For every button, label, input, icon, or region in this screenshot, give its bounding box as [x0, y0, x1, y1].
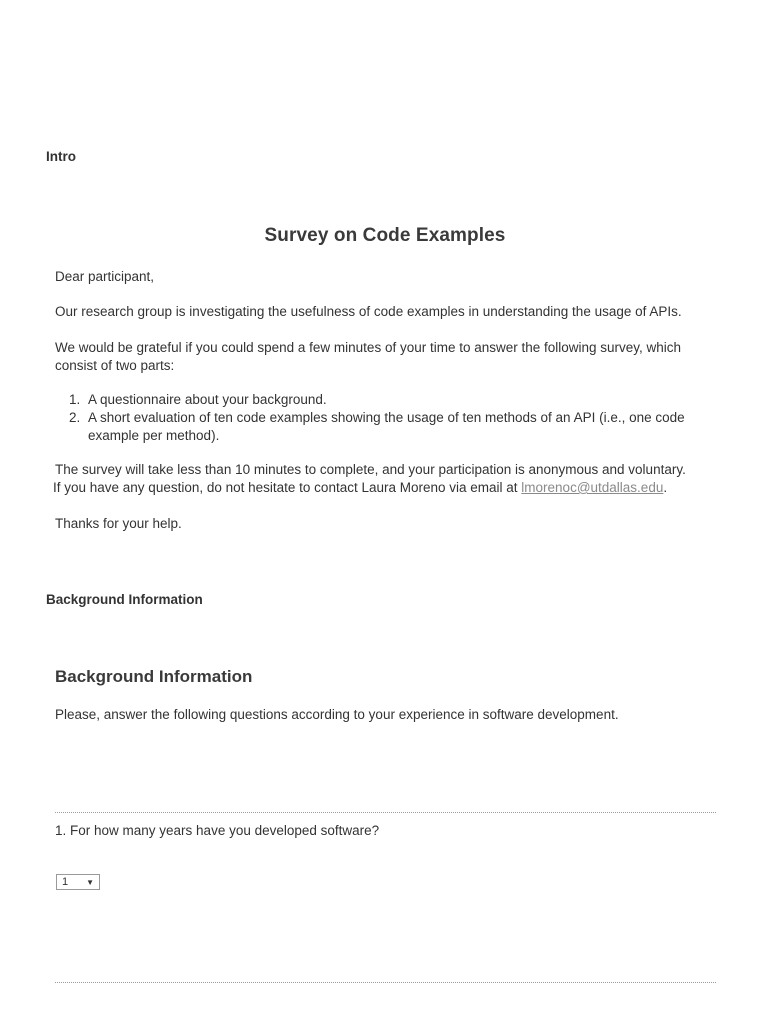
intro-paragraph-research: Our research group is investigating the usefulness of code examples in understanding the usage of APIs.: [55, 304, 682, 319]
background-heading: Background Information: [55, 667, 253, 686]
list-item-number: 2.: [69, 410, 81, 425]
chevron-down-icon: ▼: [86, 878, 94, 887]
question-divider-top: [55, 812, 716, 813]
list-item: [55, 391, 720, 409]
email-link[interactable]: lmorenoc@utdallas.edu: [521, 480, 664, 495]
contact-suffix: .: [663, 480, 668, 495]
intro-paragraph-request: We would be grateful if you could spend a few minutes of your time to answer the following survey, which consist of two parts:: [55, 340, 682, 373]
list-item-number: 1.: [69, 392, 81, 407]
duration-text: The survey will take less than 10 minutes to complete, and your participation is anonymous and voluntary.: [55, 462, 686, 477]
years-select-value: 1: [62, 876, 69, 888]
intro-paragraph-duration: [55, 461, 735, 497]
contact-line: [53, 479, 735, 497]
question-divider-bottom: [55, 982, 716, 983]
question-1-label: 1. For how many years have you developed software?: [55, 823, 380, 838]
contact-text: If you have any question, do not hesitate to contact Laura Moreno via email at: [53, 480, 522, 495]
list-item: [55, 409, 720, 445]
list-item-text: A short evaluation of ten code examples showing the usage of ten methods of an API (i.e., one code example per method).: [88, 410, 685, 443]
survey-title: Survey on Code Examples: [264, 225, 506, 246]
years-select[interactable]: [56, 874, 100, 890]
section-label-background: Background Information: [46, 592, 203, 607]
greeting-text: Dear participant,: [55, 269, 155, 284]
thanks-text: Thanks for your help.: [55, 516, 182, 531]
survey-parts-list: [55, 391, 720, 445]
background-description: Please, answer the following questions according to your experience in software development.: [55, 707, 619, 722]
list-item-text: A questionnaire about your background.: [88, 392, 327, 407]
section-label-intro: Intro: [46, 149, 76, 164]
